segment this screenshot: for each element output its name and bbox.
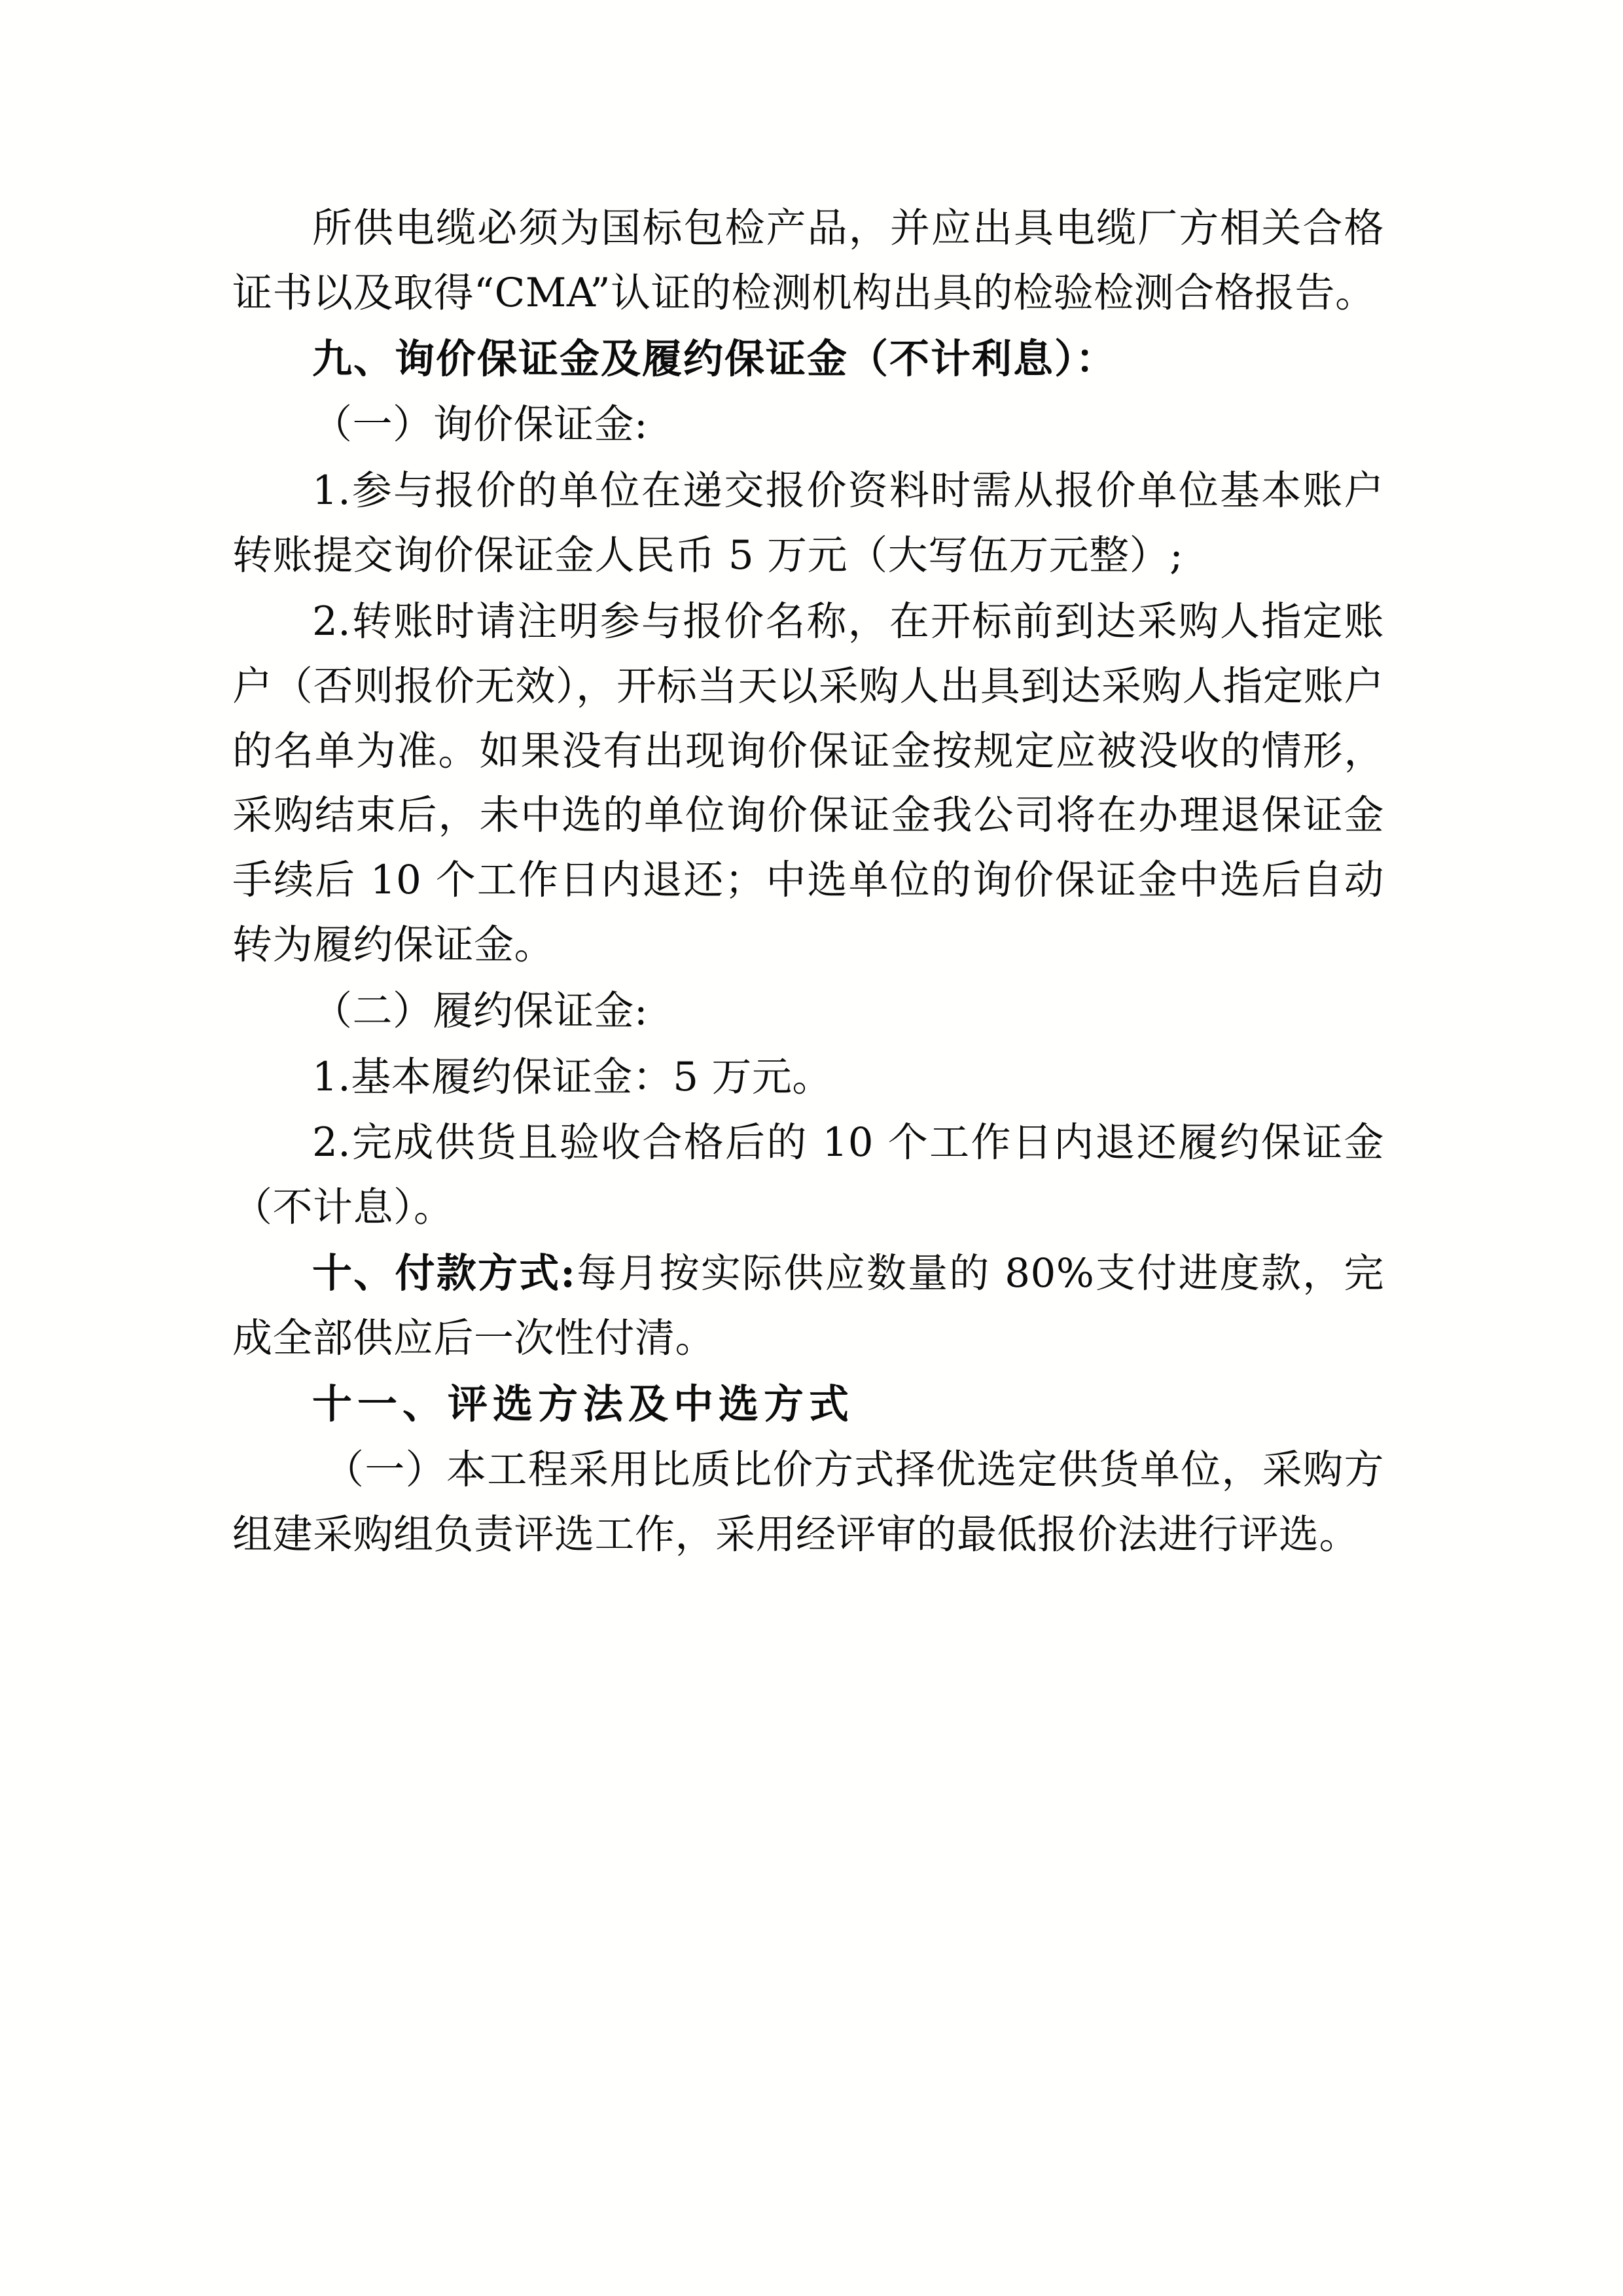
paragraph-item-2-transfer: 2.转账时请注明参与报价名称，在开标前到达采购人指定账户（否则报价无效），开标当天以采购人出具到达采购人指定账户的名单为准。如果没有出现询价保证金按规定应被没收的情形，采购结束后，未中选的单位询价保证金我公司将在办理退保证金手续后 10 个工作日内退还；中选单位的询价保证金中选后自动转为履约保证金。 bbox=[232, 598, 1384, 968]
document-body bbox=[232, 196, 1384, 1568]
text-payment-method: 每月按实际供应数量的 80%支付进度款，完成全部供应后一次性付清。 bbox=[232, 1250, 1384, 1361]
paragraph-selection-method: （一）本工程采用比质比价方式择优选定供货单位，采购方组建采购组负责评选工作，采用经评审的最低报价法进行评选。 bbox=[232, 1446, 1384, 1558]
heading-section-nine: 九、询价保证金及履约保证金（不计利息）： bbox=[312, 335, 1117, 382]
paragraph-cable-standard: 所供电缆必须为国标包检产品，并应出具电缆厂方相关合格证书以及取得“CMA”认证的检测机构出具的检验检测合格报告。 bbox=[232, 205, 1384, 316]
paragraph-item-1-performance: 1.基本履约保证金：5 万元。 bbox=[312, 1053, 832, 1100]
paragraph-item-1-deposit: 1.参与报价的单位在递交报价资料时需从报价单位基本账户转账提交询价保证金人民币 5 万元（大写伍万元整）; bbox=[232, 467, 1384, 579]
paragraph-item-2-refund: 2.完成供货且验收合格后的 10 个工作日内退还履约保证金（不计息）。 bbox=[232, 1119, 1384, 1231]
paragraph-subsection-two: （二）履约保证金: bbox=[312, 987, 649, 1034]
label-payment-method: 十、付款方式: bbox=[312, 1250, 576, 1297]
paragraph-section-ten bbox=[232, 1242, 1384, 1371]
paragraph-subsection-one: （一）询价保证金: bbox=[312, 401, 649, 448]
heading-section-eleven: 十一、评选方法及中选方式 bbox=[312, 1380, 855, 1427]
